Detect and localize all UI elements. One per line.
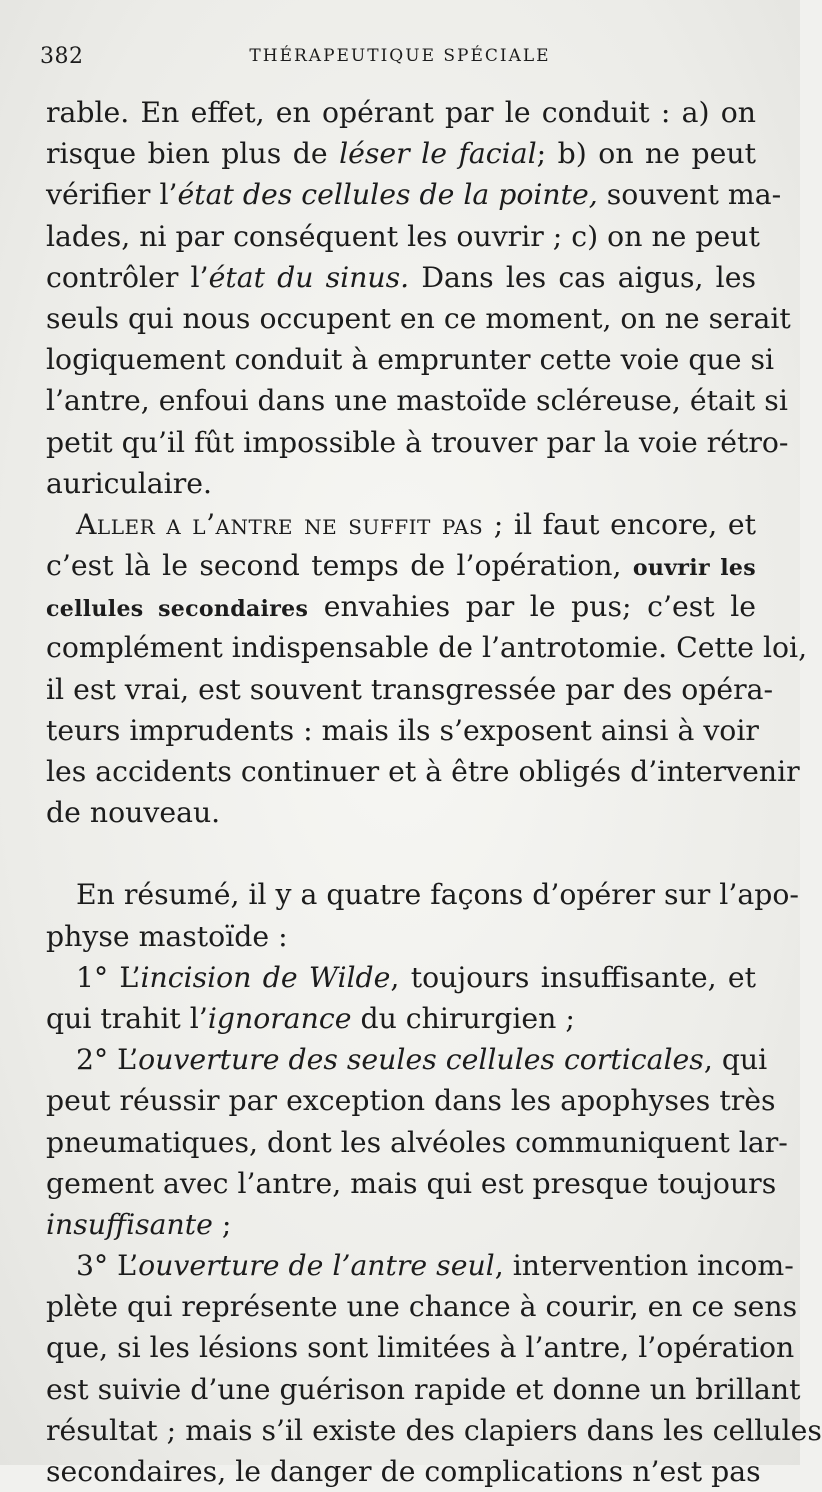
text-line: petit qu’il fût impossible à trouver par la voie rétro- [46,425,789,459]
text-line: il est vrai, est souvent transgressée par des opéra- [46,672,774,706]
paragraph-2 [46,504,808,834]
text-line: résultat ; mais s’il existe des clapiers dans les cellules [46,1413,822,1447]
text-line: l’antre, enfoui dans une mastoïde scléreuse, était si [46,384,788,418]
paragraph-gap [46,833,756,874]
text-line: Aller a l’antre ne suffit pas ; il faut encore, et [76,507,756,541]
text-line: 3° L’ouverture de l’antre seul, intervention incom- [76,1249,794,1283]
text-line: 1° L’incision de Wilde, toujours insuffisante, et [76,960,756,994]
text-line: c’est là le second temps de l’opération, ouvrir les [46,549,756,583]
text-line: est suivie d’une guérison rapide et donne un brillant [46,1372,801,1406]
text-line: En résumé, il y a quatre façons d’opérer sur l’apo- [76,878,799,912]
text-line: qui trahit l’ignorance du chirurgien ; [46,1001,575,1035]
text-line: complément indispensable de l’antrotomie. Cette loi, [46,631,808,665]
text-line: plète qui représente une chance à courir, en ce sens [46,1290,798,1324]
text-line: pneumatiques, dont les alvéoles communiquent lar- [46,1125,788,1159]
text-line: cellules secondaires envahies par le pus; c’est le [46,590,756,624]
paragraph-3 [46,874,799,956]
text-line: risque bien plus de léser le facial; b) on ne peut [46,137,756,171]
text-line: de nouveau. [46,796,221,830]
text-line: que, si les lésions sont limitées à l’antre, l’opération [46,1331,795,1365]
text-line: les accidents continuer et à être obligés d’intervenir [46,755,800,788]
text-line: vérifier l’état des cellules de la pointe, souvent ma- [46,178,782,212]
text-line: physe mastoïde : [46,919,288,953]
paragraph-1 [46,92,791,504]
text-line: seuls qui nous occupent en ce moment, on ne serait [46,301,791,335]
text-line: logiquement conduit à emprunter cette voie que si [46,343,775,377]
text-line: insuffisante ; [46,1207,232,1241]
text-line: gement avec l’antre, mais qui est presque toujours [46,1166,777,1200]
running-title: THÉRAPEUTIQUE SPÉCIALE [249,46,551,66]
list-item-3 [46,1245,822,1492]
body-text [46,92,822,1492]
text-line: teurs imprudents : mais ils s’exposent ainsi à voir [46,713,759,747]
page-number: 382 [40,44,84,69]
text-line: rable. En effet, en opérant par le conduit : a) on [46,96,756,129]
text-line: contrôler l’état du sinus. Dans les cas aigus, les [46,260,757,294]
text-line: 2° L’ouverture des seules cellules corticales, qui [76,1043,768,1077]
list-item-1 [46,957,756,1039]
list-item-2 [46,1039,788,1245]
text-line: secondaires, le danger de complications n’est pas [46,1455,761,1488]
text-line: peut réussir par exception dans les apophyses très [46,1084,776,1118]
text-line: lades, ni par conséquent les ouvrir ; c) on ne peut [46,219,760,253]
text-line: auriculaire. [46,466,212,500]
page-header [40,40,760,80]
